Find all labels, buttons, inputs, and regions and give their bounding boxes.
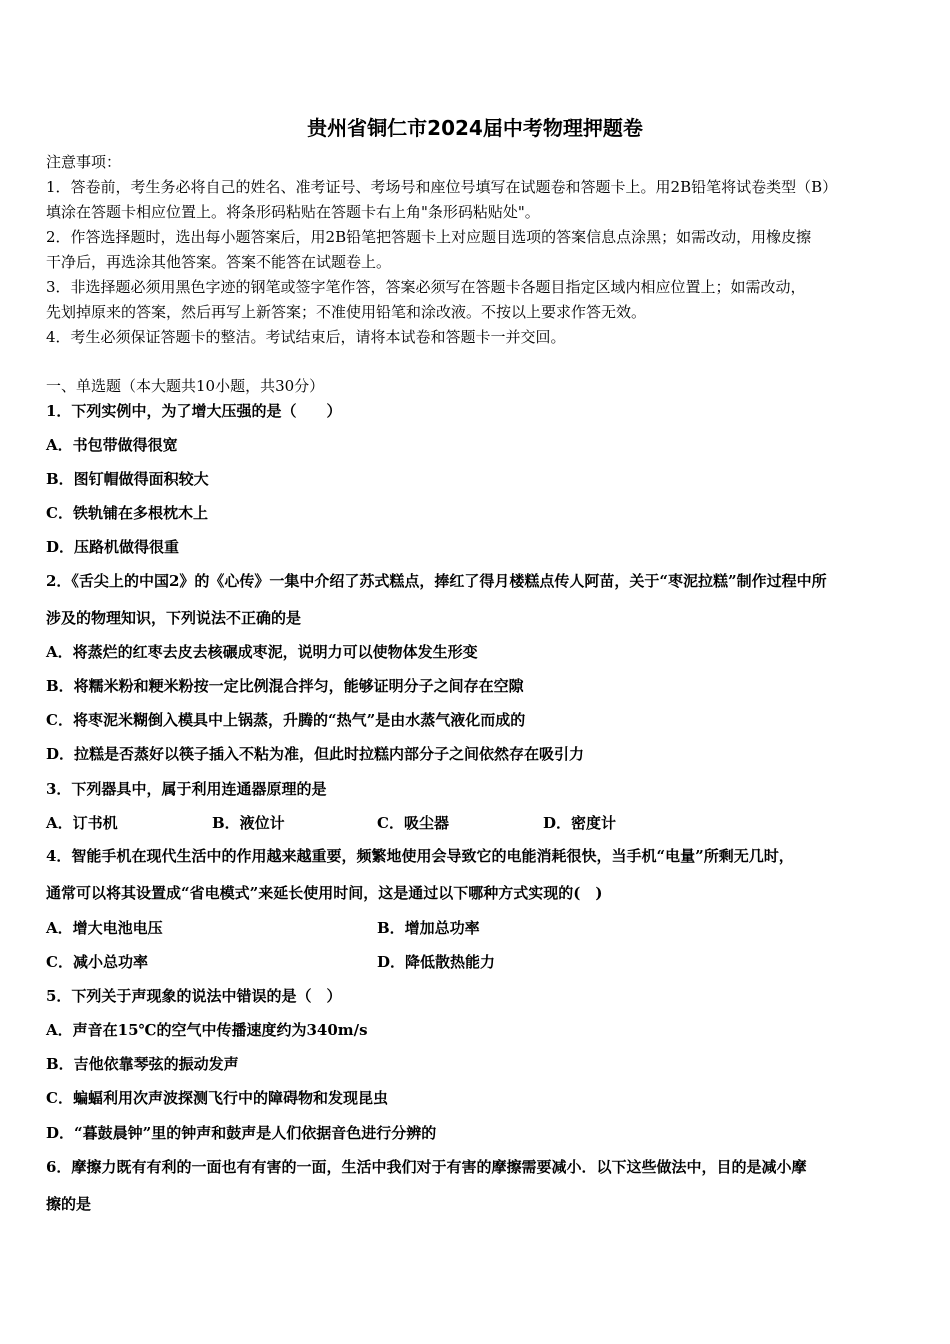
- option-a: A．将蒸烂的红枣去皮去核碾成枣泥，说明力可以使物体发生形变: [46, 643, 478, 661]
- notice-line: 4．考生必须保证答题卡的整洁。考试结束后，请将本试卷和答题卡一并交回。: [46, 328, 566, 346]
- question-stem: 4．智能手机在现代生活中的作用越来越重要，频繁地使用会导致它的电能消耗很快，当手机“电量”所剩无几时，: [46, 847, 794, 865]
- option-c: C．将枣泥米糊倒入模具中上锅蒸，升腾的“热气”是由水蒸气液化而成的: [46, 711, 526, 729]
- notice-line: 先划掉原来的答案，然后再写上新答案；不准使用铅笔和涂改液。不按以上要求作答无效。: [46, 303, 647, 321]
- notice-line: 3．非选择题必须用黑色字迹的钢笔或签字笔作答，答案必须写在答题卡各题目指定区域内相应位置上；如需改动，: [46, 278, 806, 296]
- option-c: C．铁轨铺在多根枕木上: [46, 504, 208, 522]
- notice-line: 填涂在答题卡相应位置上。将条形码粘贴在答题卡右上角"条形码粘贴处"。: [46, 203, 540, 221]
- section-heading: 一、单选题（本大题共10小题，共30分）: [46, 377, 325, 395]
- question-stem: 2．《舌尖上的中国2》的《心传》一集中介绍了苏式糕点，捧红了得月楼糕点传人阿苗，关于“枣泥拉糕”制作过程中所: [46, 572, 827, 590]
- question-stem: 通常可以将其设置成“省电模式”来延长使用时间，这是通过以下哪种方式实现的( ): [46, 884, 603, 902]
- question-stem: 5．下列关于声现象的说法中错误的是（ ）: [46, 987, 342, 1005]
- option-c: C．减小总功率: [46, 953, 148, 971]
- option-d: D．“暮鼓晨钟”里的钟声和鼓声是人们依据音色进行分辨的: [46, 1124, 437, 1142]
- question-stem: 擦的是: [46, 1195, 92, 1213]
- option-c: C．蝙蝠利用次声波探测飞行中的障碍物和发现昆虫: [46, 1089, 388, 1107]
- question-stem: 3．下列器具中，属于利用连通器原理的是: [46, 780, 327, 798]
- option-d: D．压路机做得很重: [46, 538, 180, 556]
- question-stem: 涉及的物理知识，下列说法不正确的是: [46, 609, 302, 627]
- notice-line: 1．答卷前，考生务必将自己的姓名、准考证号、考场号和座位号填写在试题卷和答题卡上。用2B铅笔将试卷类型（B）: [46, 178, 838, 196]
- option-b: B．图钉帽做得面积较大: [46, 470, 209, 488]
- notice-line: 干净后，再选涂其他答案。答案不能答在试题卷上。: [46, 253, 392, 271]
- option-b: B．增加总功率: [377, 919, 480, 937]
- notice-line: 2．作答选择题时，选出每小题答案后，用2B铅笔把答题卡上对应题目选项的答案信息点涂黑；如需改动，用橡皮擦: [46, 228, 812, 246]
- option-d: D．拉糕是否蒸好以筷子插入不粘为准，但此时拉糕内部分子之间依然存在吸引力: [46, 745, 585, 763]
- notice-heading: 注意事项：: [46, 153, 122, 171]
- option-a: A．订书机: [46, 814, 118, 832]
- option-d: D．密度计: [543, 814, 617, 832]
- option-b: B．吉他依靠琴弦的振动发声: [46, 1055, 239, 1073]
- question-stem: 1．下列实例中，为了增大压强的是（ ）: [46, 402, 342, 420]
- option-a: A．声音在15℃的空气中传播速度约为340m/s: [46, 1021, 368, 1039]
- option-a: A．书包带做得很宽: [46, 436, 178, 454]
- option-c: C．吸尘器: [377, 814, 449, 832]
- option-b: B．液位计: [212, 814, 285, 832]
- option-d: D．降低散热能力: [377, 953, 496, 971]
- page-title: 贵州省铜仁市2024届中考物理押题卷: [307, 116, 643, 140]
- question-stem: 6．摩擦力既有有利的一面也有有害的一面，生活中我们对于有害的摩擦需要减小．以下这些做法中，目的是减小摩: [46, 1158, 807, 1176]
- option-a: A．增大电池电压: [46, 919, 163, 937]
- option-b: B．将糯米粉和粳米粉按一定比例混合拌匀，能够证明分子之间存在空隙: [46, 677, 524, 695]
